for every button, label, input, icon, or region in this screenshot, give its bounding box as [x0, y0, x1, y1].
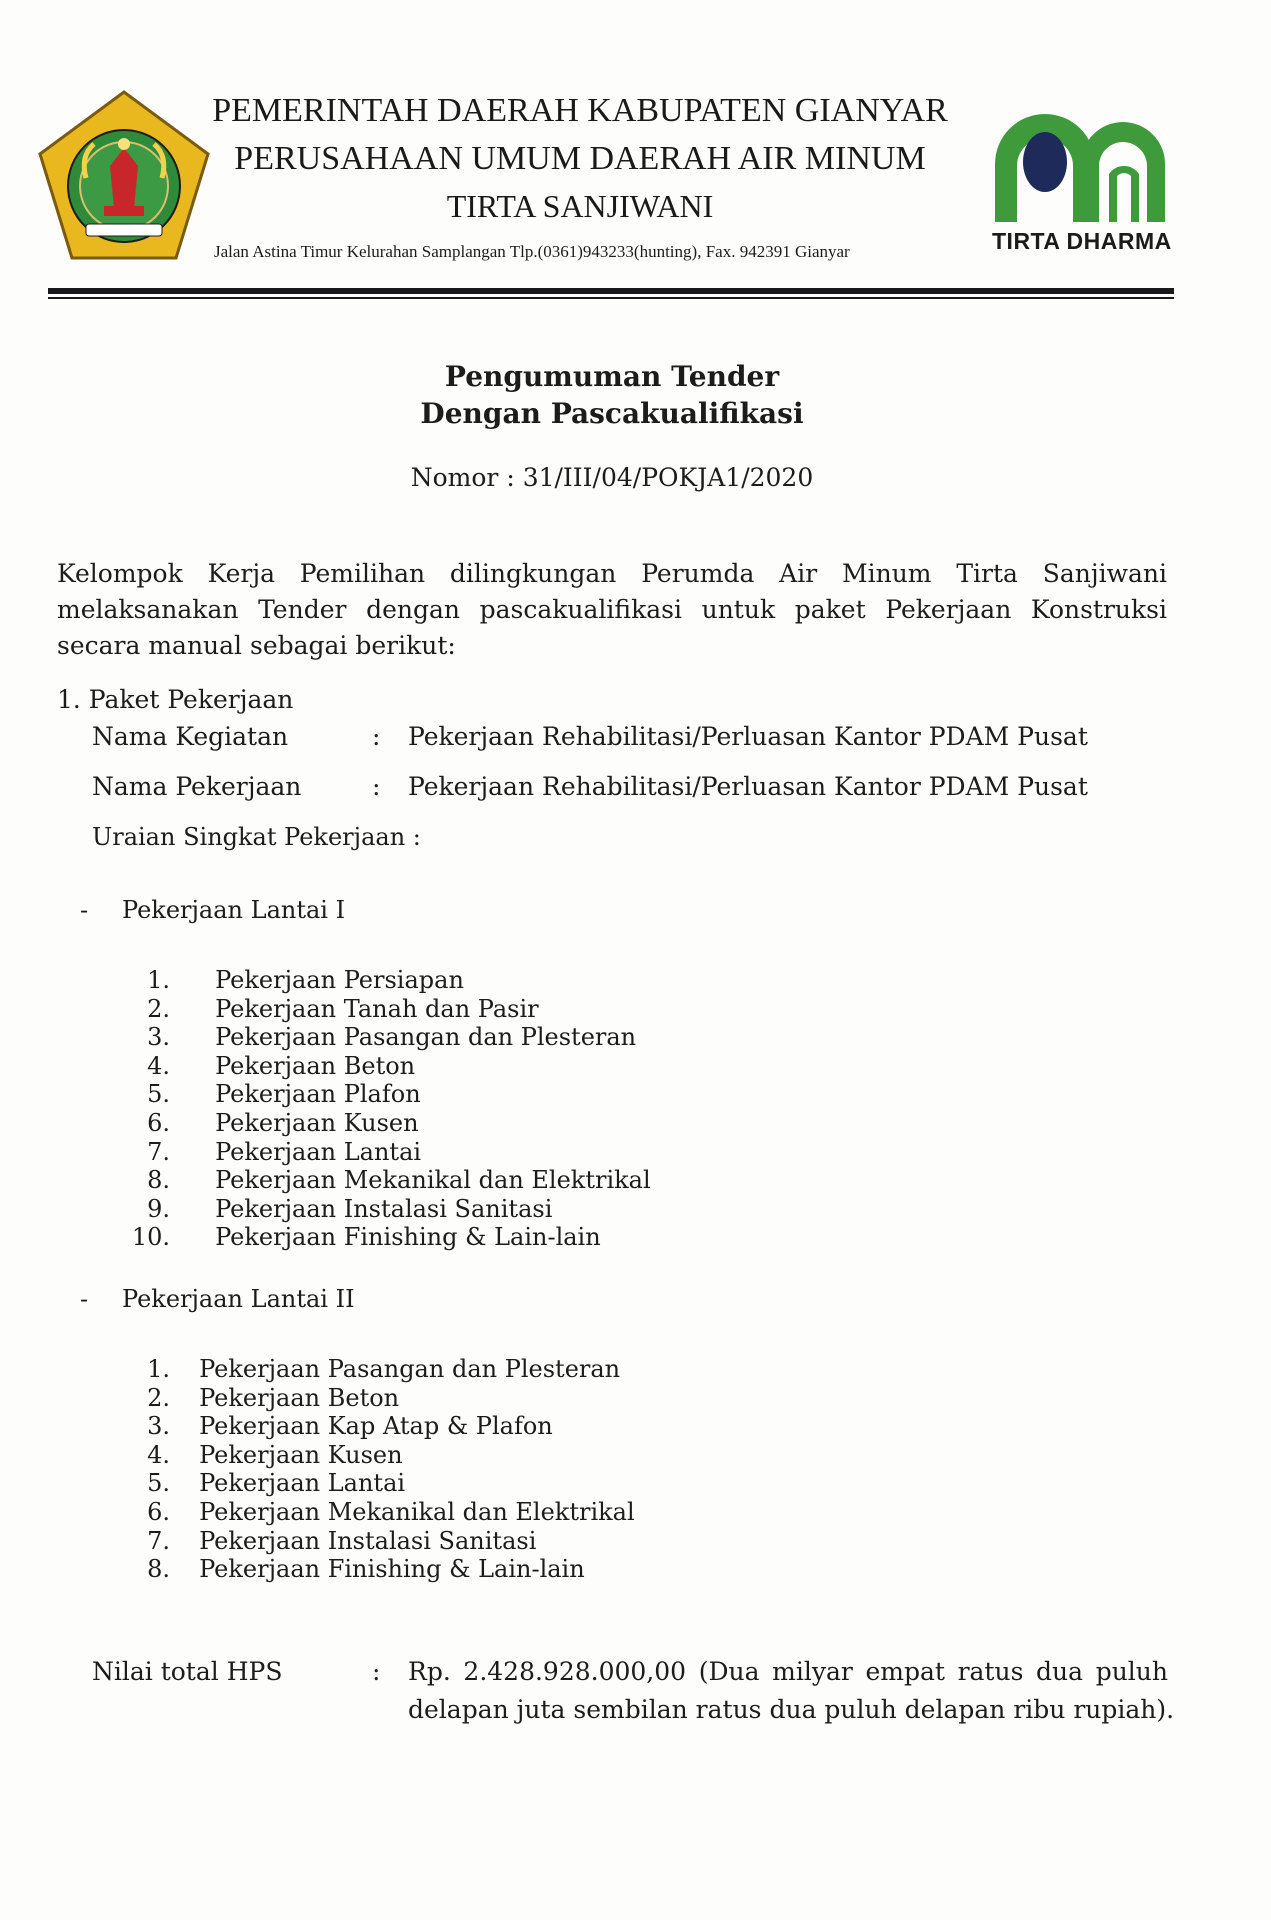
tirta-dharma-logo-icon	[985, 104, 1175, 224]
letterhead-rule-thin	[48, 297, 1174, 299]
list-item-number: 5.	[147, 1080, 170, 1109]
title-line-1: Pengumuman Tender	[444, 360, 780, 393]
list-item-number: 7.	[147, 1526, 170, 1555]
list-item-text: Pekerjaan Lantai	[199, 1469, 406, 1498]
list-item-number: 3.	[147, 1412, 170, 1441]
list-item-number: 4.	[147, 1440, 170, 1469]
list-item	[130, 995, 651, 1024]
list-item-text: Pekerjaan Finishing & Lain-lain	[215, 1223, 601, 1252]
list-item	[130, 1023, 651, 1052]
list-item	[130, 1498, 635, 1527]
section-heading: 1. Paket Pekerjaan	[57, 685, 294, 714]
list-item-text: Pekerjaan Pasangan dan Plesteran	[199, 1355, 621, 1383]
list-item-text: Pekerjaan Kusen	[199, 1440, 403, 1469]
list-item	[130, 1527, 635, 1556]
hps-label: Nilai total HPS	[92, 1657, 283, 1686]
nama-kegiatan-label: Nama Kegiatan	[92, 722, 289, 751]
lantai1-bullet: -	[80, 896, 89, 924]
intro-paragraph: Kelompok Kerja Pemilihan dilingkungan Perumda Air Minum Tirta Sanjiwani melaksanakan Tender dengan pascakualifikasi untuk paket Pekerjaan Konstruksi secara manual sebagai berikut:	[57, 559, 1167, 660]
lantai2-bullet: -	[80, 1285, 89, 1313]
nama-kegiatan-value: Pekerjaan Rehabilitasi/Perluasan Kantor PDAM Pusat	[408, 722, 1088, 751]
list-item-text: Pekerjaan Instalasi Sanitasi	[199, 1526, 537, 1555]
list-item-number: 10.	[131, 1223, 170, 1252]
lantai2-list	[130, 1355, 635, 1584]
list-item	[130, 1223, 651, 1252]
list-item	[130, 1080, 651, 1109]
list-item	[130, 1355, 635, 1384]
letterhead-address: Jalan Astina Timur Kelurahan Samplangan Tlp.(0361)943233(hunting), Fax. 942391 Gianyar	[214, 242, 850, 261]
list-item	[130, 1469, 635, 1498]
list-item	[130, 1555, 635, 1584]
list-item-text: Pekerjaan Kusen	[215, 1108, 419, 1137]
nama-pekerjaan-label: Nama Pekerjaan	[92, 772, 302, 801]
list-item-number: 1.	[147, 1355, 170, 1383]
list-item-text: Pekerjaan Tanah dan Pasir	[215, 994, 539, 1023]
title-line-2: Dengan Pascakualifikasi	[420, 397, 804, 430]
list-item-number: 3.	[147, 1023, 170, 1052]
list-item-number: 8.	[147, 1166, 170, 1195]
list-item-text: Pekerjaan Beton	[215, 1051, 416, 1080]
nama-kegiatan-colon: :	[372, 722, 381, 751]
list-item-text: Pekerjaan Kap Atap & Plafon	[199, 1412, 553, 1441]
letterhead-rule-thick	[48, 288, 1174, 294]
list-item-number: 2.	[147, 994, 170, 1023]
list-item	[130, 1052, 651, 1081]
lantai1-heading: Pekerjaan Lantai I	[122, 896, 346, 924]
tirta-dharma-text: TIRTA DHARMA	[992, 228, 1172, 254]
list-item-number: 8.	[147, 1555, 170, 1584]
nama-pekerjaan-value: Pekerjaan Rehabilitasi/Perluasan Kantor PDAM Pusat	[408, 772, 1088, 801]
list-item-text: Pekerjaan Mekanikal dan Elektrikal	[215, 1166, 651, 1195]
hps-value-line-2: delapan juta sembilan ratus dua puluh delapan ribu rupiah).	[408, 1695, 1175, 1724]
list-item	[130, 1412, 635, 1441]
list-item-text: Pekerjaan Plafon	[215, 1080, 421, 1109]
list-item	[130, 1195, 651, 1224]
lantai2-heading: Pekerjaan Lantai II	[122, 1285, 355, 1313]
list-item-text: Pekerjaan Finishing & Lain-lain	[199, 1555, 585, 1584]
list-item-number: 9.	[147, 1194, 170, 1223]
list-item-number: 6.	[147, 1497, 170, 1526]
list-item-text: Pekerjaan Pasangan dan Plesteran	[215, 1023, 637, 1052]
list-item-number: 5.	[147, 1469, 170, 1498]
list-item-number: 7.	[147, 1137, 170, 1166]
list-item-number: 4.	[147, 1051, 170, 1080]
list-item-number: 6.	[147, 1108, 170, 1137]
list-item	[130, 966, 651, 995]
list-item	[130, 1166, 651, 1195]
list-item-number: 1.	[147, 966, 170, 994]
list-item-text: Pekerjaan Mekanikal dan Elektrikal	[199, 1497, 635, 1526]
list-item-text: Pekerjaan Persiapan	[215, 966, 464, 994]
hps-value-line-1: Rp. 2.428.928.000,00 (Dua milyar empat ratus dua puluh	[408, 1657, 1168, 1686]
lantai1-list	[130, 966, 651, 1252]
list-item	[130, 1441, 635, 1470]
list-item-text: Pekerjaan Instalasi Sanitasi	[215, 1194, 553, 1223]
hps-colon: :	[372, 1657, 381, 1686]
list-item	[130, 1138, 651, 1167]
list-item-text: Pekerjaan Beton	[199, 1383, 400, 1412]
nama-pekerjaan-colon: :	[372, 772, 381, 801]
list-item	[130, 1109, 651, 1138]
letterhead-line-3: TIRTA SANJIWANI	[446, 188, 714, 224]
list-item-text: Pekerjaan Lantai	[215, 1137, 422, 1166]
list-item-number: 2.	[147, 1383, 170, 1412]
uraian-label: Uraian Singkat Pekerjaan :	[92, 823, 421, 851]
letterhead-line-1: PEMERINTAH DAERAH KABUPATEN GIANYAR	[212, 92, 948, 129]
document-number: Nomor : 31/III/04/POKJA1/2020	[410, 463, 814, 492]
letterhead-line-2: PERUSAHAAN UMUM DAERAH AIR MINUM	[234, 140, 926, 177]
list-item	[130, 1384, 635, 1413]
